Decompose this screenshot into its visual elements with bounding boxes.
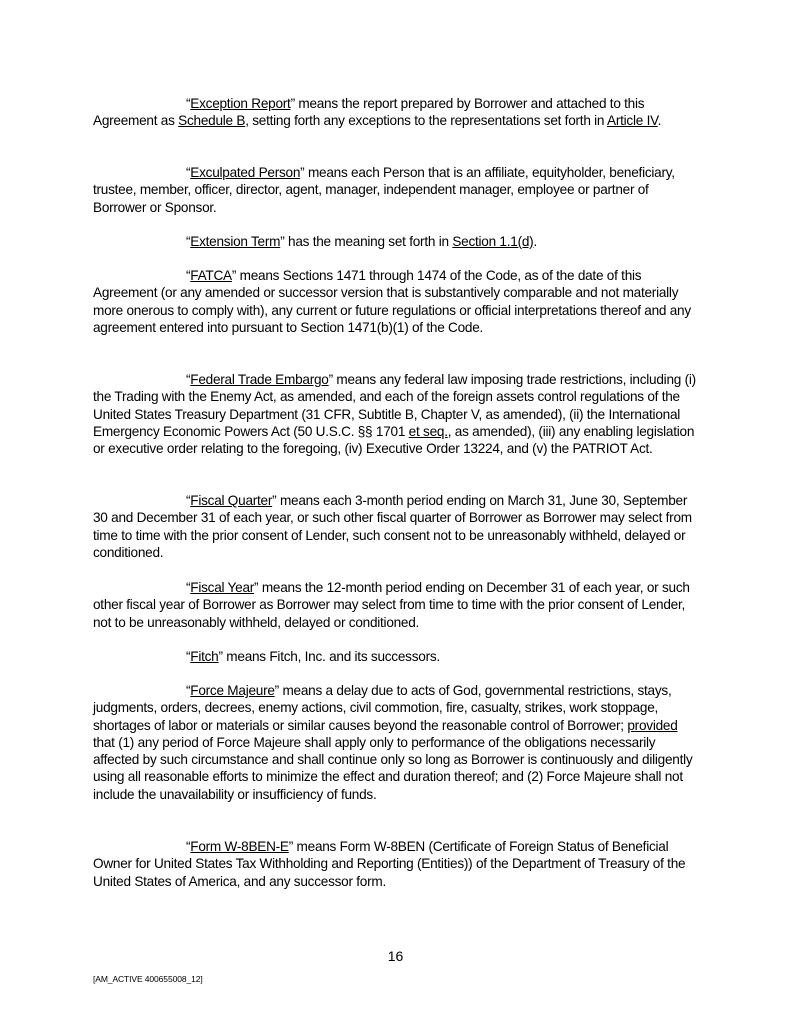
definition-text: ” means each Person that is an affiliate, equityholder, beneficiary, trustee, member, officer, director, agent, manager, independent manager, employee or partner of Borrower or Sponsor. (93, 165, 675, 215)
defined-term: Fiscal Quarter (190, 493, 273, 508)
definition-text: ” means any federal law imposing trade restrictions, including (i) the Trading with the Enemy Act, as amended, and each of the foreign assets control regulations of the United States Treasury Department (31 CFR, Subtitle B, Chapter V, as amended), (ii) the International Emergency Economic Powers Act (50 U.S.C. §§ 1701 (93, 372, 696, 439)
definition-text: “ (186, 493, 191, 508)
document-footer-id: [AM_ACTIVE 400655008_12] (93, 974, 203, 984)
definition-text: , as amended), (iii) any enabling legislation or executive order relating to the foregoing, (iv) Executive Order 13224, and (v) the PATRIOT Act. (93, 423, 695, 457)
definition-fatca (93, 267, 699, 336)
defined-term: Exception Report (190, 96, 291, 111)
definition-exculpated-person (93, 164, 699, 216)
definition-text: that (1) any period of Force Majeure shall apply only to performance of the obligations necessarily affected by such circumstance and shall continue only so long as Borrower is continuously and diligently using all reasonable efforts to minimize the effect and duration thereof; and (2) Force Majeure shall not include the unavailability or insufficiency of funds. (93, 734, 693, 802)
definition-text: ” means the report prepared by Borrower and attached to this Agreement as (93, 96, 645, 129)
defined-term: Form W-8BEN-E (190, 839, 289, 854)
definition-fitch (93, 648, 699, 665)
definition-text: . (533, 234, 537, 249)
definition-federal-trade-embargo (93, 371, 699, 457)
defined-term: FATCA (190, 268, 232, 283)
defined-term: Force Majeure (190, 683, 275, 698)
defined-term: Exculpated Person (190, 165, 301, 180)
definition-text: “ (186, 649, 191, 664)
definition-text: “ (186, 96, 191, 111)
definition-text: ” means each 3-month period ending on March 31, June 30, September 30 and December 31 of each year, or such other fiscal quarter of Borrower as Borrower may select from time to time with the prior consent of Lender, such consent not to be unreasonably withheld, delayed or conditioned. (93, 493, 692, 560)
defined-term: et seq. (408, 423, 448, 439)
definition-fiscal-year (93, 579, 699, 631)
definition-text: ” means the 12-month period ending on December 31 of each year, or such other fiscal year of Borrower as Borrower may select from time to time with the prior consent of Lender, not to be unreasonably withheld, delayed or conditioned. (93, 580, 690, 630)
definition-text: “ (186, 268, 191, 283)
defined-term: Schedule B (178, 113, 246, 129)
definition-text: ” has the meaning set forth in (280, 234, 453, 249)
defined-term: Fitch (190, 649, 219, 664)
definition-text: “ (186, 372, 191, 387)
definition-force-majeure (93, 682, 699, 803)
definition-text: “ (186, 683, 191, 698)
definition-text: ” means a delay due to acts of God, governmental restrictions, stays, judgments, orders, decrees, enemy actions, civil commotion, fire, casualty, strikes, work stoppage, shortages of labor or materials or similar causes beyond the reasonable control of Borrower; (93, 683, 672, 733)
definition-text: , setting forth any exceptions to the representations set forth in (245, 113, 608, 129)
defined-term: Article IV (607, 113, 658, 129)
definition-text: “ (186, 839, 191, 854)
definition-text: “ (186, 234, 191, 249)
definition-extension-term (93, 233, 699, 250)
definition-exception-report (93, 95, 699, 130)
definition-text: . (657, 113, 662, 129)
definition-fiscal-quarter (93, 492, 699, 561)
definition-text: “ (186, 580, 191, 595)
definition-text: ” means Form W-8BEN (Certificate of Foreign Status of Beneficial Owner for United States Tax Withholding and Reporting (Entities)) of the Department of Treasury of the United States of America, and any successor form. (93, 839, 686, 889)
defined-term: Section 1.1(d) (452, 234, 534, 249)
definition-form-w-8ben-e (93, 838, 699, 890)
defined-term: Extension Term (190, 234, 281, 249)
definition-text: “ (186, 165, 191, 180)
definition-text: ” means Fitch, Inc. and its successors. (218, 649, 440, 664)
defined-term: provided (627, 717, 678, 733)
page-number: 16 (387, 948, 404, 964)
defined-term: Federal Trade Embargo (190, 372, 329, 387)
defined-term: Fiscal Year (190, 580, 255, 595)
definition-text: ” means Sections 1471 through 1474 of the Code, as of the date of this Agreement (or any amended or successor version that is substantively comparable and not materially more onerous to comply with), any current or future regulations or official interpretations thereof and any agreement entered into pursuant to Section 1471(b)(1) of the Code. (93, 268, 691, 335)
